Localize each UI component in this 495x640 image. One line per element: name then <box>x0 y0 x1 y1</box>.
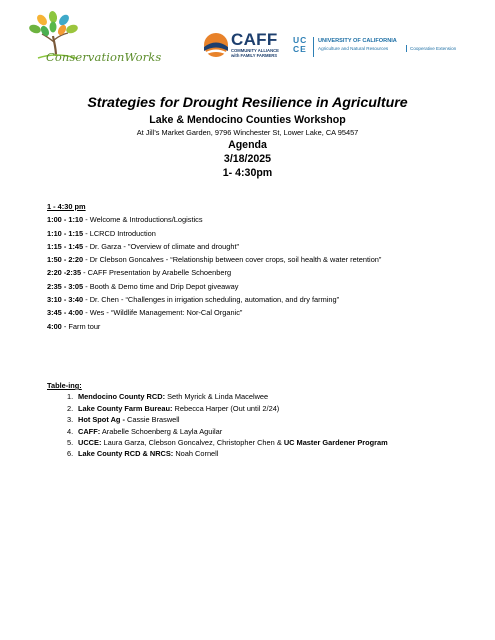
event-location: At Jill's Market Garden, 9796 Winchester St, Lower Lake, CA 95457 <box>136 128 359 137</box>
list-item: 1. Mendocino County RCD: Seth Myrick & Linda Macelwee <box>67 392 269 402</box>
workshop-subtitle: Lake & Mendocino Counties Workshop <box>149 114 346 126</box>
caff-emblem-icon <box>203 32 229 58</box>
list-item: 2. Lake County Farm Bureau: Rebecca Harper (Out until 2/24) <box>67 403 280 413</box>
event-time: 1- 4:30pm <box>222 167 273 179</box>
schedule-item: 2:35 - 3:05 - Booth & Demo time and Drip Depot giveaway <box>47 281 239 291</box>
event-date: 3/18/2025 <box>223 153 272 165</box>
list-item: 5. UCCE: Laura Garza, Clebson Goncalvez, Christopher Chen & UC Master Gardener Program <box>67 438 388 448</box>
conservation-works-logo <box>16 8 162 72</box>
agenda-schedule <box>47 200 452 333</box>
uc-name: UNIVERSITY OF CALIFORNIA <box>318 38 397 44</box>
list-item: 4. CAFF: Arabelle Schoenberg & Layla Aguilar <box>67 426 223 436</box>
ucce-logo <box>293 36 473 62</box>
uc-ext-divider <box>406 45 407 52</box>
tabling-list <box>47 391 452 459</box>
uc-extension: Cooperative Extension <box>410 46 457 51</box>
agenda-label: Agenda <box>228 139 267 151</box>
schedule-item: 1:00 - 1:10 - Welcome & Introductions/Logistics <box>47 215 203 225</box>
schedule-item: 1:10 - 1:15 - LCRCD Introduction <box>47 228 156 238</box>
schedule-item: 1:15 - 1:45 - Dr. Garza - "Overview of climate and drought" <box>47 241 240 251</box>
tabling-section <box>47 380 452 460</box>
ucce-divider <box>313 37 314 57</box>
page-title: Strategies for Drought Resilience in Agriculture <box>87 95 408 111</box>
schedule-item: 3:45 - 4:00 - Wes - “Wildlife Management: Nor-Cal Organic” <box>47 308 243 318</box>
uc-division: Agriculture and Natural Resources <box>318 46 389 51</box>
schedule-item: 4:00 - Farm tour <box>47 321 101 331</box>
conservation-works-name: ConservationWorks <box>46 50 162 64</box>
schedule-item: 3:10 - 3:40 - Dr. Chen - “Challenges in irrigation scheduling, automation, and dry farming” <box>47 295 340 305</box>
caff-tagline: COMMUNITY ALLIANCE with FAMILY FARMERS <box>231 48 279 58</box>
caff-logo <box>203 30 288 64</box>
header-logos <box>0 0 495 80</box>
caff-name: CAFF <box>231 30 278 49</box>
list-item: 3. Hot Spot Ag - Cassie Braswell <box>67 415 180 425</box>
title-block <box>0 94 495 180</box>
schedule-item: 2:20 -2:35 - CAFF Presentation by Arabelle Schoenberg <box>47 268 232 278</box>
list-item: 6. Lake County RCD & NRCS: Noah Cornell <box>67 449 219 459</box>
ucce-mark: UC CE <box>293 35 308 54</box>
schedule-heading: 1 - 4:30 pm <box>47 202 86 211</box>
schedule-item: 1:50 - 2:20 - Dr Clebson Goncalves - “Relationship between cover crops, soil health & water retention” <box>47 255 382 265</box>
tabling-heading: Table-ing: <box>47 381 82 390</box>
